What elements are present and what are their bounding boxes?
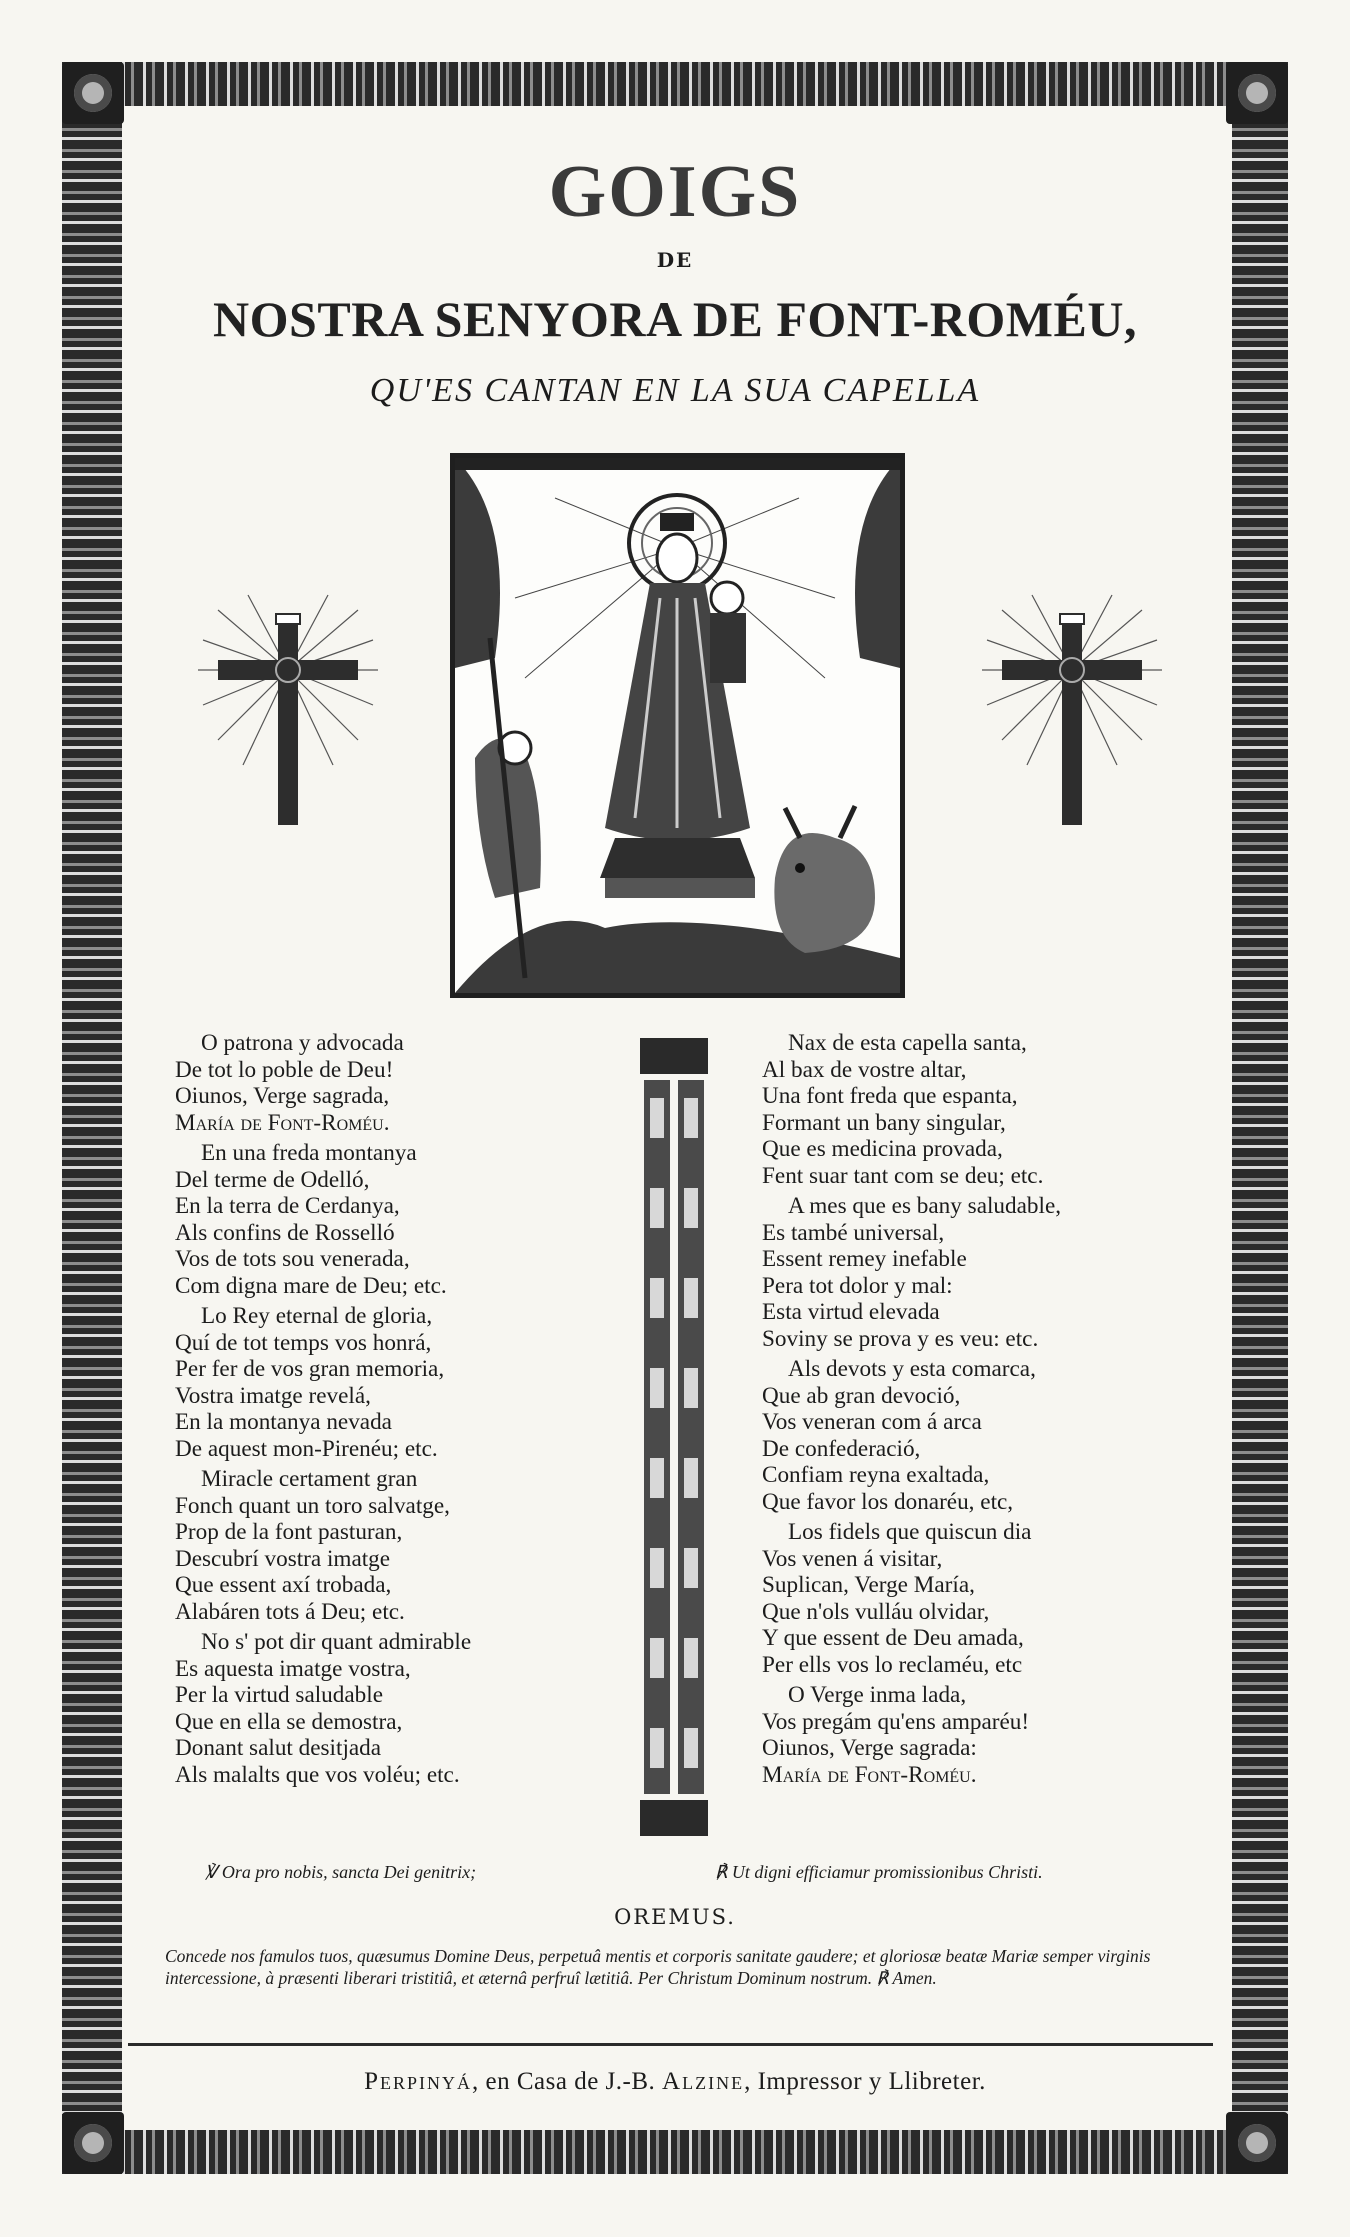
poem-line: Essent remey inefable <box>762 1246 967 1272</box>
poem-line: A mes que es bany saludable, <box>788 1193 1062 1219</box>
poem-line: Vostra imatge revelá, <box>175 1382 371 1409</box>
poem-line: Es també universal, <box>762 1219 945 1246</box>
poem-right-column <box>762 1030 1061 1788</box>
prayer-amen: ℟ Amen. <box>876 1968 937 1988</box>
page-subtitle: NOSTRA SENYORA DE FONT-ROMÉU, <box>213 291 1137 347</box>
poem-line: Al bax de vostre altar, <box>762 1056 967 1083</box>
prayer-body: Concede nos famulos tuos, quæsumus Domine Deus, perpetuâ mentis et corporis sanitate gaudere; et gloriosæ beatæ Mariæ semper virginis intercessione, à præsenti liberari tristitiâ, et æternâ perfruî lætitiâ. Per Christum Dominum nostrum. <box>165 1946 1151 1988</box>
poem-line: Als devots y esta comarca, <box>788 1356 1036 1382</box>
right-cross-icon <box>982 590 1162 830</box>
poem-line: Lo Rey eternal de gloria, <box>201 1303 433 1329</box>
poem-line: Que ab gran devoció, <box>762 1382 961 1409</box>
divider-rule <box>128 2043 1213 2046</box>
column-divider-ornament <box>640 1038 708 1836</box>
corner-ornament-top-right <box>1226 62 1288 124</box>
poem-line: De tot lo poble de Deu! <box>175 1056 394 1083</box>
poem-line: Oiunos, Verge sagrada, <box>175 1083 390 1109</box>
poem-line: Que en ella se demostra, <box>175 1708 403 1735</box>
poem-left-column <box>175 1030 471 1788</box>
corner-ornament-bottom-left <box>62 2112 124 2174</box>
printer-imprint <box>0 2068 1350 2096</box>
border-bottom <box>62 2130 1288 2174</box>
left-cross-icon <box>198 590 378 830</box>
poem-line: Vos pregám qu'ens amparéu! <box>762 1708 1030 1735</box>
poem-line: Del terme de Odelló, <box>175 1166 370 1193</box>
poem-line: Per fer de vos gran memoria, <box>175 1356 445 1382</box>
poem-line: Confiam reyna exaltada, <box>762 1462 990 1488</box>
versicle-left: ℣ Ora pro nobis, sancta Dei genitrix; <box>205 1862 477 1882</box>
poem-line: Pera tot dolor y mal: <box>762 1272 953 1299</box>
poem-line: Vos de tots sou venerada, <box>175 1246 410 1272</box>
poem-line: De aquest mon-Pirenéu; etc. <box>175 1435 438 1462</box>
poem-line: Es aquesta imatge vostra, <box>175 1655 411 1682</box>
poem-line: Soviny se prova y es veu: etc. <box>762 1325 1039 1352</box>
page-title: GOIGS <box>548 151 802 233</box>
poem-line: Oiunos, Verge sagrada: <box>762 1735 977 1761</box>
poem-line: Vos veneran com á arca <box>762 1409 982 1435</box>
poem-line: Formant un bany singular, <box>762 1109 1006 1136</box>
poem-line: En una freda montanya <box>201 1140 417 1166</box>
poem-line: Als confins de Rosselló <box>175 1219 395 1246</box>
prayer-text <box>165 1945 1185 1989</box>
poem-line: Que es medicina provada, <box>762 1136 1003 1162</box>
poem-line: Quí de tot temps vos honrá, <box>175 1329 432 1356</box>
imprint-text-b: , Impressor y Llibreter. <box>744 2068 986 2095</box>
poem-line: Y que essent de Deu amada, <box>762 1625 1024 1651</box>
poem-line: Per ells vos lo reclaméu, etc <box>762 1651 1023 1678</box>
poem-line: Donant salut desitjada <box>175 1735 382 1761</box>
poem-line: Que favor los donaréu, etc, <box>762 1488 1014 1515</box>
poem-line: Alabáren tots á Deu; etc. <box>175 1598 405 1625</box>
page-subsubtitle: QU'ES CANTAN EN LA SUA CAPELLA <box>369 372 981 409</box>
poem-line: De confederació, <box>762 1435 921 1462</box>
poem-line: Vos venen á visitar, <box>762 1545 943 1572</box>
poem-line: Que essent axí trobada, <box>175 1572 392 1598</box>
poem-line: Una font freda que espanta, <box>762 1083 1018 1109</box>
imprint-city: Perpinyá <box>364 2068 473 2095</box>
poem-line: María de Font-Roméu. <box>762 1761 977 1788</box>
corner-ornament-top-left <box>62 62 124 124</box>
poem-line: Fent suar tant com se deu; etc. <box>762 1162 1044 1189</box>
virgin-and-child-woodcut <box>450 453 905 998</box>
poem-line: Suplican, Verge María, <box>762 1572 975 1598</box>
poem-line: Prop de la font pasturan, <box>175 1519 403 1545</box>
imprint-printer: Alzine <box>662 2068 745 2095</box>
title-connector: DE <box>656 248 694 272</box>
poem-line: Fonch quant un toro salvatge, <box>175 1492 450 1519</box>
poem-line: No s' pot dir quant admirable <box>201 1629 472 1655</box>
poem-line: Per la virtud saludable <box>175 1682 383 1708</box>
oremus-heading: OREMUS. <box>614 1905 736 1929</box>
poem-line: Que n'ols vulláu olvidar, <box>762 1598 990 1625</box>
poem-line: Com digna mare de Deu; etc. <box>175 1272 447 1299</box>
poem-line: Als malalts que vos voléu; etc. <box>175 1761 460 1788</box>
poem-line: María de Font-Roméu. <box>175 1109 390 1136</box>
corner-ornament-bottom-right <box>1226 2112 1288 2174</box>
border-top <box>62 62 1288 106</box>
poem-line: Nax de esta capella santa, <box>788 1030 1027 1056</box>
imprint-text-a: , en Casa de J.-B. <box>472 2068 663 2095</box>
poem-line: O patrona y advocada <box>201 1030 404 1056</box>
poem-line: Descubrí vostra imatge <box>175 1545 391 1572</box>
versicle-right: ℟ Ut digni efficiamur promissionibus Christi. <box>715 1862 1043 1882</box>
poem-line: O Verge inma lada, <box>788 1682 967 1708</box>
poem-line: Miracle certament gran <box>201 1466 418 1492</box>
poem-line: En la terra de Cerdanya, <box>175 1193 400 1219</box>
poem-line: Esta virtud elevada <box>762 1299 940 1325</box>
poem-line: Los fidels que quiscun dia <box>788 1519 1032 1545</box>
poem-line: En la montanya nevada <box>175 1409 392 1435</box>
